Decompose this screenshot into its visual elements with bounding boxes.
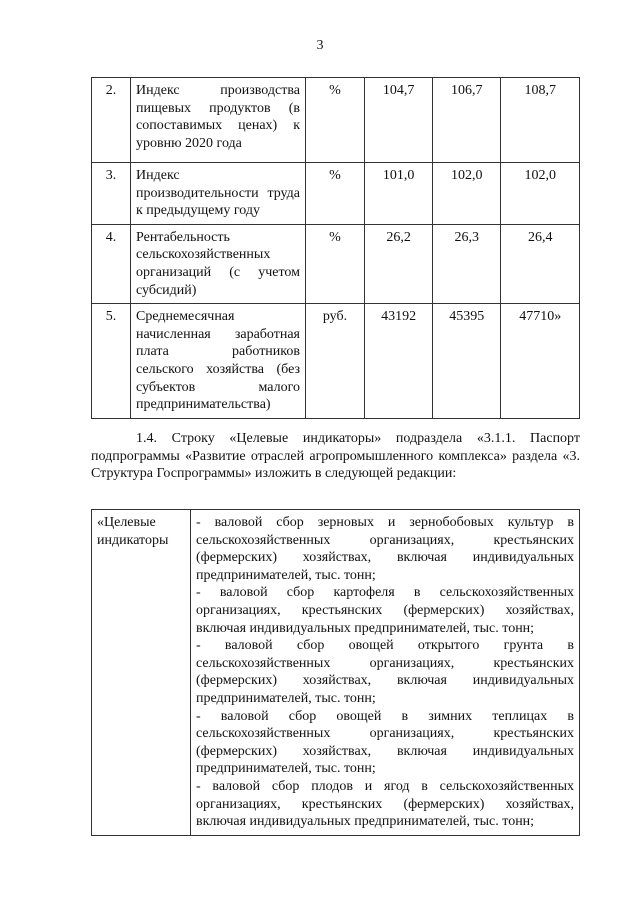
indicator-name: Рентабельность сельскохозяйственных организаций (с учетом субсидий) (131, 224, 306, 303)
row-number: 2. (92, 78, 131, 163)
target-item: - валовой сбор овощей открытого грунта в сельскохозяйственных организациях, крестьянских (фермерских) хозяйствах, включая индивидуальных предпринимателей, тыс. тонн; (196, 638, 574, 706)
table-row (92, 224, 580, 303)
target-item: - валовой сбор плодов и ягод в сельскохозяйственных организациях, крестьянских (фермерских) хозяйствах, включая индивидуальных предпринимателей, тыс. тонн; (196, 778, 574, 830)
unit: % (306, 163, 365, 225)
indicator-name: Среднемесячная начисленная заработная плата работников сельского хозяйства (без субъектов малого предпринимательства) (131, 304, 306, 419)
indicator-name: Индекс производства пищевых продуктов (в сопоставимых ценах) к уровню 2020 года (131, 78, 306, 163)
target-item: - валовой сбор зерновых и зернобобовых культур в сельскохозяйственных организациях, крестьянских (фермерских) хозяйствах, включая индивидуальных предпринимателей, тыс. тонн; (196, 515, 574, 583)
indicators-table (91, 77, 580, 419)
value-2: 26,3 (433, 224, 501, 303)
value-3: 108,7 (501, 78, 580, 163)
value-1: 101,0 (365, 163, 433, 225)
value-1: 26,2 (365, 224, 433, 303)
unit: % (306, 224, 365, 303)
table-row (92, 304, 580, 419)
value-1: 43192 (365, 304, 433, 419)
row-number: 4. (92, 224, 131, 303)
value-2: 102,0 (433, 163, 501, 225)
page-number: 3 (316, 38, 324, 53)
row-number: 3. (92, 163, 131, 225)
target-item: - валовой сбор овощей в зимних теплицах в сельскохозяйственных организациях, крестьянских (фермерских) хозяйствах, включая индивидуальных предпринимателей, тыс. тонн; (196, 708, 574, 777)
targets-table (91, 509, 580, 836)
value-3: 102,0 (501, 163, 580, 225)
value-3: 47710» (501, 304, 580, 419)
target-item: - валовой сбор картофеля в сельскохозяйственных организациях, крестьянских (фермерских) хозяйствах, включая индивидуальных предпринимателей, тыс. тонн; (196, 585, 574, 636)
table-row (92, 510, 580, 836)
amendment-paragraph: 1.4. Строку «Целевые индикаторы» подраздела «3.1.1. Паспорт подпрограммы «Развитие отраслей агропромышленного комплекса» раздела «3. Структура Госпрограммы» изложить в следующей редакции: (91, 431, 580, 482)
value-1: 104,7 (365, 78, 433, 163)
table-row (92, 78, 580, 163)
value-2: 106,7 (433, 78, 501, 163)
unit: % (306, 78, 365, 163)
targets-label: «Целевые индикаторы (92, 510, 191, 836)
unit: руб. (306, 304, 365, 419)
table-row (92, 163, 580, 225)
row-number: 5. (92, 304, 131, 419)
value-3: 26,4 (501, 224, 580, 303)
value-2: 45395 (433, 304, 501, 419)
targets-content (191, 510, 580, 836)
indicator-name: Индекс производительности труда к предыдущему году (131, 163, 306, 225)
